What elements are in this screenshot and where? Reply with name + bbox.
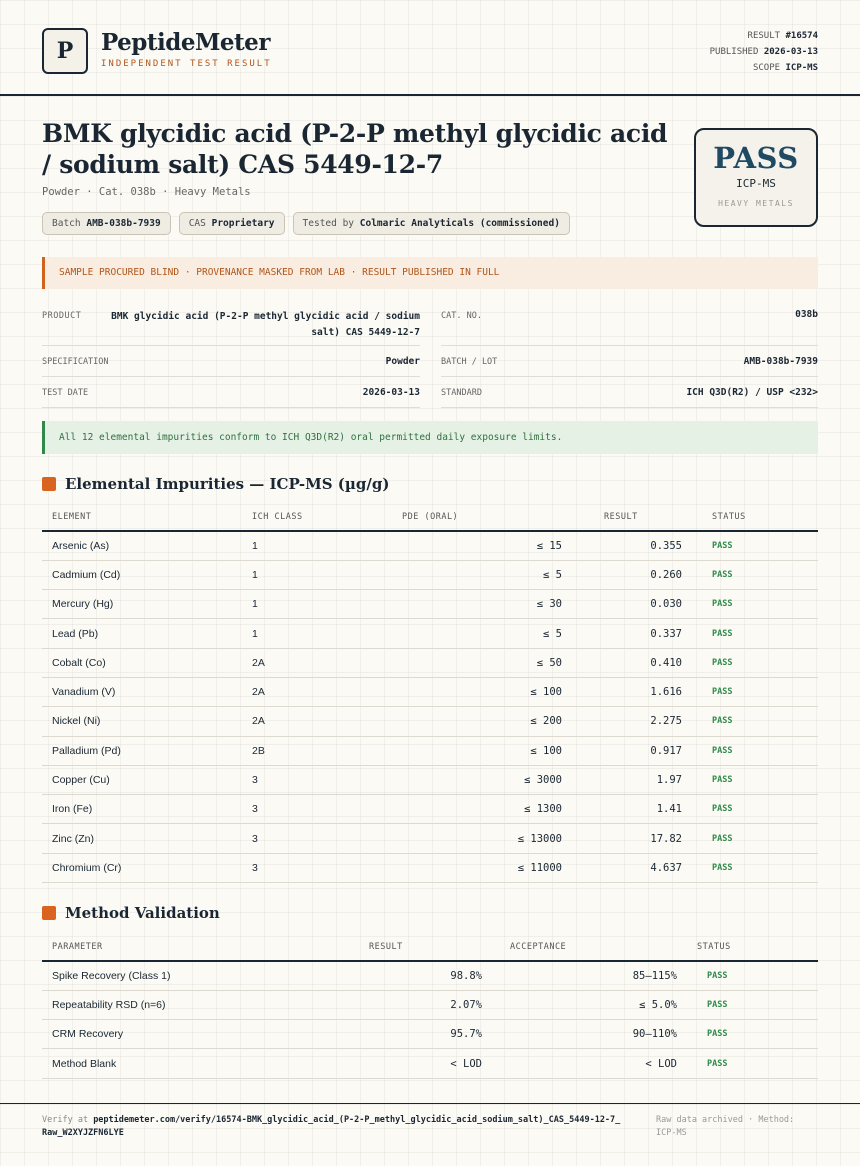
- table-row: [42, 795, 818, 824]
- info-label: TEST DATE: [42, 388, 89, 398]
- info-date: [42, 377, 420, 408]
- cas-pill: CAS Proprietary: [179, 212, 285, 235]
- parameter-cell: Method Blank: [42, 1049, 362, 1078]
- element-cell: Palladium (Pd): [42, 736, 242, 765]
- ich-class-cell: 1: [242, 590, 402, 619]
- page-footer: [0, 1103, 860, 1138]
- column-header: STATUS: [692, 503, 818, 531]
- result-cell: 0.355: [572, 531, 692, 560]
- column-header: RESULT: [572, 503, 692, 531]
- element-cell: Mercury (Hg): [42, 590, 242, 619]
- status-cell: PASS: [687, 961, 818, 990]
- result-cell: 1.41: [572, 795, 692, 824]
- table-header-row: [42, 933, 818, 961]
- acceptance-cell: ≤ 5.0%: [492, 990, 687, 1019]
- result-cell: 2.07%: [362, 990, 492, 1019]
- status-cell: PASS: [692, 560, 818, 589]
- logo-letter: P: [56, 38, 74, 64]
- table-row: [42, 736, 818, 765]
- element-cell: Iron (Fe): [42, 795, 242, 824]
- table-row: [42, 707, 818, 736]
- table-row: [42, 765, 818, 794]
- impurities-table: [42, 503, 818, 883]
- element-cell: Arsenic (As): [42, 531, 242, 560]
- cat-value: 038b: [795, 309, 818, 320]
- element-cell: Copper (Cu): [42, 765, 242, 794]
- element-cell: Chromium (Cr): [42, 853, 242, 882]
- element-cell: Vanadium (V): [42, 677, 242, 706]
- ich-class-cell: 3: [242, 824, 402, 853]
- result-cell: 98.8%: [362, 961, 492, 990]
- result-cell: 0.917: [572, 736, 692, 765]
- result-cell: 0.337: [572, 619, 692, 648]
- table-row: [42, 590, 818, 619]
- result-cell: < LOD: [362, 1049, 492, 1078]
- acceptance-cell: 85–115%: [492, 961, 687, 990]
- status-cell: PASS: [692, 648, 818, 677]
- ich-class-cell: 2A: [242, 648, 402, 677]
- verdict-method: ICP-MS: [736, 177, 776, 190]
- info-product: [42, 303, 420, 346]
- page-title: BMK glycidic acid (P-2-P methyl glycidic acid / sodium salt) CAS 5449-12-7: [42, 119, 668, 179]
- ich-class-cell: 1: [242, 619, 402, 648]
- ich-class-cell: 1: [242, 560, 402, 589]
- verdict-result: PASS: [713, 141, 799, 175]
- pde-cell: ≤ 15: [402, 531, 572, 560]
- result-cell: 17.82: [572, 824, 692, 853]
- pde-cell: ≤ 200: [402, 707, 572, 736]
- table-row: [42, 1049, 818, 1078]
- logo: [42, 28, 88, 74]
- status-cell: PASS: [692, 707, 818, 736]
- status-cell: PASS: [687, 1020, 818, 1049]
- column-header: PDE (ORAL): [402, 503, 572, 531]
- conformance-note: All 12 elemental impurities conform to ICH Q3D(R2) oral permitted daily exposure limits.: [42, 421, 818, 454]
- column-header: RESULT: [362, 933, 492, 961]
- pde-cell: ≤ 5: [402, 560, 572, 589]
- ich-class-cell: 2A: [242, 707, 402, 736]
- table-row: [42, 619, 818, 648]
- meta-scope: SCOPE ICP-MS: [752, 63, 818, 73]
- verify-link[interactable]: peptidemeter.com/verify/16574-BMK_glycidic_acid_(P-2-P_methyl_glycidic_acid_sodium_salt)_CAS_5449-12-7_Raw_W2XYJZFN6LYE: [42, 1115, 621, 1138]
- impurities-heading: Elemental Impurities — ICP-MS (µg/g): [42, 475, 389, 493]
- result-cell: 1.97: [572, 765, 692, 794]
- info-label: BATCH / LOT: [441, 357, 498, 367]
- pde-cell: ≤ 1300: [402, 795, 572, 824]
- column-header: ELEMENT: [42, 503, 242, 531]
- verdict-category: HEAVY METALS: [718, 199, 794, 208]
- info-label: SPECIFICATION: [42, 357, 109, 367]
- element-cell: Zinc (Zn): [42, 824, 242, 853]
- result-cell: 1.616: [572, 677, 692, 706]
- archive-note: Raw data archived · Method: ICP-MS: [656, 1115, 795, 1138]
- table-row: [42, 1020, 818, 1049]
- table-row: [42, 853, 818, 882]
- ich-class-cell: 2B: [242, 736, 402, 765]
- pde-cell: ≤ 5: [402, 619, 572, 648]
- status-cell: PASS: [692, 736, 818, 765]
- info-spec: [42, 346, 420, 377]
- parameter-cell: Spike Recovery (Class 1): [42, 961, 362, 990]
- status-cell: PASS: [692, 824, 818, 853]
- element-cell: Cobalt (Co): [42, 648, 242, 677]
- table-row: [42, 824, 818, 853]
- ich-class-cell: 3: [242, 853, 402, 882]
- pde-cell: ≤ 100: [402, 736, 572, 765]
- element-cell: Lead (Pb): [42, 619, 242, 648]
- tested-by-pill: Tested by Colmaric Analyticals (commissioned): [293, 212, 570, 235]
- parameter-cell: CRM Recovery: [42, 1020, 362, 1049]
- table-header-row: [42, 503, 818, 531]
- result-cell: 0.410: [572, 648, 692, 677]
- element-cell: Cadmium (Cd): [42, 560, 242, 589]
- table-row: [42, 990, 818, 1019]
- blind-warning-banner: SAMPLE PROCURED BLIND · PROVENANCE MASKED FROM LAB · RESULT PUBLISHED IN FULL: [42, 257, 818, 289]
- table-row: [42, 531, 818, 560]
- pde-cell: ≤ 30: [402, 590, 572, 619]
- acceptance-cell: 90–110%: [492, 1020, 687, 1049]
- standard-value: ICH Q3D(R2) / USP <232>: [686, 387, 818, 398]
- section-marker-icon: [42, 906, 56, 920]
- result-cell: 0.030: [572, 590, 692, 619]
- validation-heading: Method Validation: [42, 904, 220, 922]
- verify-line: Verify at peptidemeter.com/verify/16574-BMK_glycidic_acid_(P-2-P_methyl_glycidic_acid_sodium_salt)_CAS_5449-12-7_Raw_W2XYJZFN6LYE: [42, 1115, 621, 1138]
- column-header: PARAMETER: [42, 933, 362, 961]
- result-cell: 4.637: [572, 853, 692, 882]
- status-cell: PASS: [687, 990, 818, 1019]
- status-cell: PASS: [692, 531, 818, 560]
- info-label: PRODUCT: [42, 311, 82, 321]
- verdict-badge: [694, 128, 818, 227]
- result-cell: 0.260: [572, 560, 692, 589]
- validation-table: [42, 933, 818, 1079]
- ich-class-cell: 2A: [242, 677, 402, 706]
- result-cell: 95.7%: [362, 1020, 492, 1049]
- acceptance-cell: < LOD: [492, 1049, 687, 1078]
- status-cell: PASS: [692, 795, 818, 824]
- table-row: [42, 648, 818, 677]
- batch-value: AMB-038b-7939: [743, 356, 818, 367]
- status-cell: PASS: [692, 765, 818, 794]
- meta-published: PUBLISHED 2026-03-13: [709, 47, 818, 57]
- table-row: [42, 560, 818, 589]
- table-row: [42, 677, 818, 706]
- brand-tagline: INDEPENDENT TEST RESULT: [101, 59, 272, 69]
- meta-result: RESULT #16574: [747, 31, 818, 41]
- brand-name: PeptideMeter: [101, 29, 270, 56]
- pde-cell: ≤ 50: [402, 648, 572, 677]
- status-cell: PASS: [692, 677, 818, 706]
- pde-cell: ≤ 11000: [402, 853, 572, 882]
- status-cell: PASS: [692, 590, 818, 619]
- page-subtitle: Powder · Cat. 038b · Heavy Metals: [42, 186, 251, 198]
- column-header: ICH CLASS: [242, 503, 402, 531]
- table-row: [42, 961, 818, 990]
- ich-class-cell: 3: [242, 765, 402, 794]
- ich-class-cell: 1: [242, 531, 402, 560]
- pde-cell: ≤ 3000: [402, 765, 572, 794]
- status-cell: PASS: [692, 853, 818, 882]
- info-cat: [441, 303, 818, 346]
- info-label: CAT. NO.: [441, 311, 482, 321]
- pde-cell: ≤ 100: [402, 677, 572, 706]
- batch-pill: Batch AMB-038b-7939: [42, 212, 171, 235]
- report-meta: [710, 28, 818, 76]
- date-value: 2026-03-13: [362, 387, 420, 398]
- column-header: STATUS: [687, 933, 818, 961]
- element-cell: Nickel (Ni): [42, 707, 242, 736]
- result-cell: 2.275: [572, 707, 692, 736]
- page-header: [0, 0, 860, 96]
- ich-class-cell: 3: [242, 795, 402, 824]
- product-value: BMK glycidic acid (P-2-P methyl glycidic acid / sodium salt) CAS 5449-12-7: [111, 311, 420, 338]
- info-standard: [441, 377, 818, 408]
- spec-value: Powder: [385, 356, 420, 367]
- status-cell: PASS: [687, 1049, 818, 1078]
- status-cell: PASS: [692, 619, 818, 648]
- info-label: STANDARD: [441, 388, 482, 398]
- pill-row: [42, 212, 570, 235]
- section-marker-icon: [42, 477, 56, 491]
- column-header: ACCEPTANCE: [492, 933, 687, 961]
- pde-cell: ≤ 13000: [402, 824, 572, 853]
- info-batch: [441, 346, 818, 377]
- parameter-cell: Repeatability RSD (n=6): [42, 990, 362, 1019]
